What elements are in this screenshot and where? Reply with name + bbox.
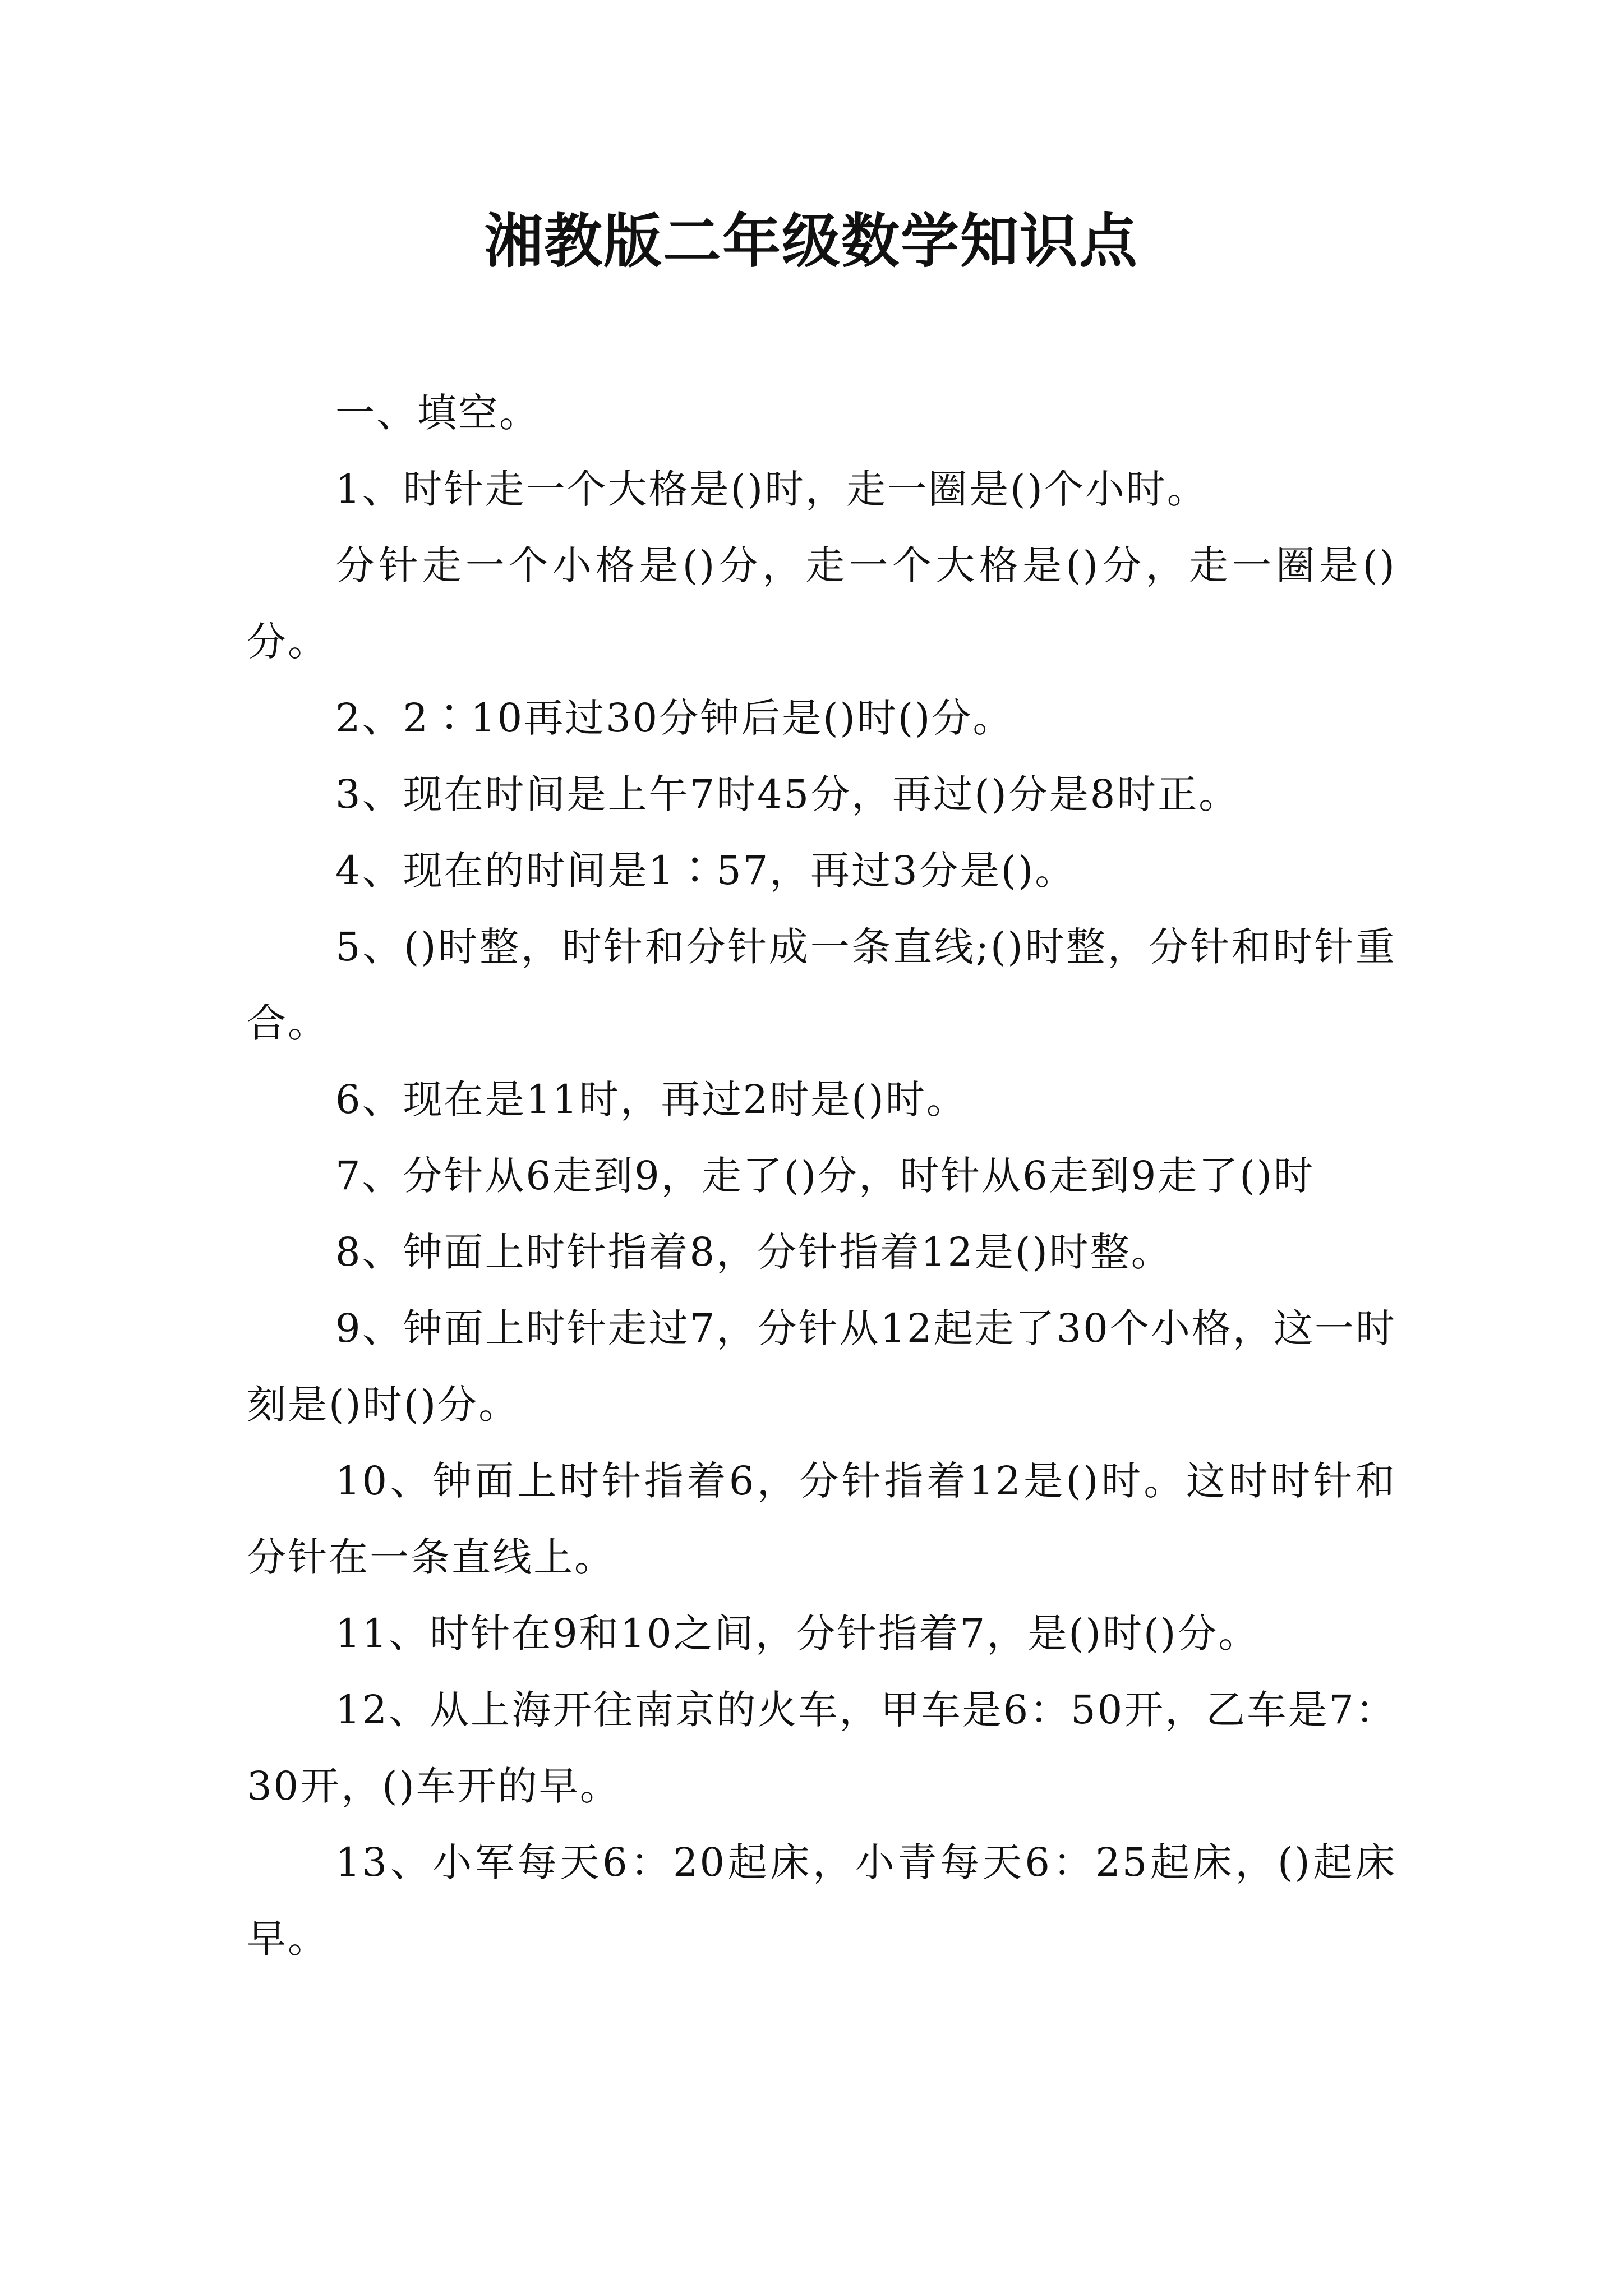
question-2: 2、2∶10再过30分钟后是()时()分。 — [335, 695, 1014, 741]
question-7: 7、分针从6走到9，走了()分，时针从6走到9走了()时 — [335, 1153, 1315, 1199]
question-5: 5、()时整，时针和分针成一条直线;()时整，分针和时针重合。 — [247, 924, 1396, 1046]
document-body — [247, 375, 1396, 1977]
question-4: 4、现在的时间是1∶57，再过3分是()。 — [335, 848, 1076, 894]
question-6: 6、现在是11时，再过2时是()时。 — [335, 1076, 967, 1122]
section-heading: 一、填空。 — [335, 390, 540, 436]
question-3: 3、现在时间是上午7时45分，再过()分是8时正。 — [335, 771, 1240, 817]
question-1a: 1、时针走一个大格是()时，走一圈是()个小时。 — [335, 466, 1208, 512]
question-11: 11、时针在9和10之间，分针指着7，是()时()分。 — [335, 1611, 1260, 1657]
question-12: 12、从上海开往南京的火车，甲车是6：50开，乙车是7：30开，()车开的早。 — [247, 1687, 1396, 1809]
document-title: 湘教版二年级数学知识点 — [484, 207, 1138, 275]
question-9: 9、钟面上时针走过7，分针从12起走了30个小格，这一时刻是()时()分。 — [247, 1305, 1396, 1428]
question-10: 10、钟面上时针指着6，分针指着12是()时。这时时针和分针在一条直线上。 — [247, 1458, 1396, 1580]
question-8: 8、钟面上时针指着8，分针指着12是()时整。 — [335, 1229, 1172, 1275]
question-13: 13、小军每天6：20起床，小青每天6：25起床，()起床早。 — [247, 1839, 1396, 1962]
question-1b: 分针走一个小格是()分，走一个大格是()分，走一圈是()分。 — [247, 542, 1396, 665]
